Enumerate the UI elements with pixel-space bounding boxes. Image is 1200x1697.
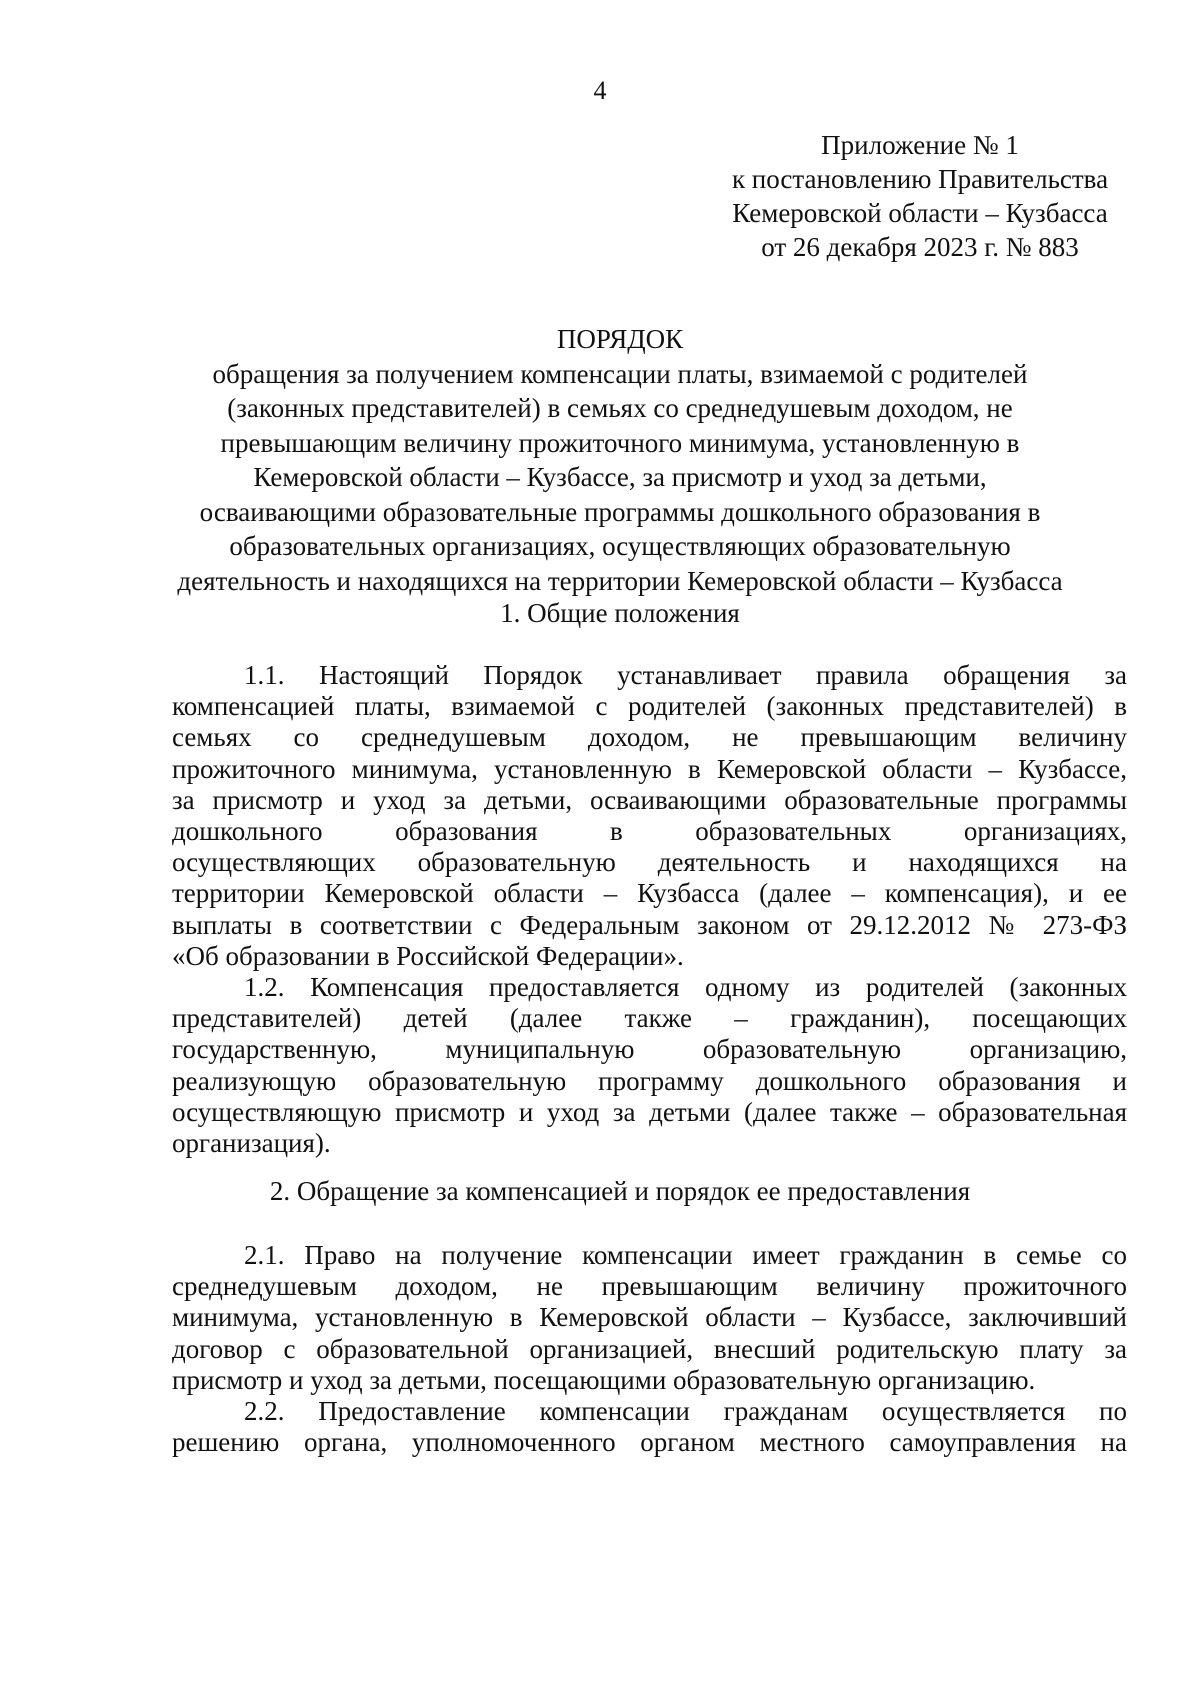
subtitle-line: обращения за получением компенсации платы, взимаемой с родителей bbox=[212, 358, 1028, 389]
paragraph-line: 2.1. Право на получение компенсации имеет гражданин в семье со bbox=[244, 1240, 1127, 1270]
paragraph-line: договор с образовательной организацией, внесший родительскую плату за bbox=[172, 1333, 1127, 1364]
document-title-block bbox=[150, 322, 1090, 598]
paragraph-line: представителей) детей (далее также – гражданин), посещающих bbox=[172, 1003, 1127, 1034]
paragraph-line: «Об образовании в Российской Федерации». bbox=[172, 940, 684, 971]
appendix-block bbox=[700, 128, 1140, 264]
subtitle-line: осваивающими образовательные программы дошкольного образования в bbox=[199, 496, 1041, 527]
paragraph-line: организация). bbox=[172, 1128, 331, 1159]
paragraph-line: реализующую образовательную программу дошкольного образования и bbox=[172, 1065, 1127, 1096]
paragraph-line: территории Кемеровской области – Кузбасса (далее – компенсация), и ее bbox=[172, 878, 1127, 909]
paragraph-line: выплаты в соответствии с Федеральным законом от 29.12.2012 № 273-ФЗ bbox=[172, 909, 1127, 940]
subtitle-line: деятельность и находящихся на территории Кемеровской области – Кузбасса bbox=[177, 565, 1063, 596]
paragraph-line: государственную, муниципальную образовательную организацию, bbox=[172, 1034, 1127, 1065]
subtitle-line: превышающим величину прожиточного минимума, установленную в bbox=[220, 427, 1020, 458]
paragraph-line: среднедушевым доходом, не превышающим величину прожиточного bbox=[172, 1271, 1127, 1302]
appendix-line: к постановлению Правительства bbox=[731, 164, 1109, 194]
paragraph-1-1 bbox=[172, 660, 1127, 972]
paragraph-line: осуществляющих образовательную деятельность и находящихся на bbox=[172, 847, 1127, 878]
paragraph-line: 1.1. Настоящий Порядок устанавливает правила обращения за bbox=[244, 660, 1127, 690]
paragraph-1-2 bbox=[172, 972, 1127, 1159]
paragraph-line: семьях со среднедушевым доходом, не превышающим величину bbox=[172, 722, 1127, 753]
paragraph-line: минимума, установленную в Кемеровской области – Кузбассе, заключивший bbox=[172, 1302, 1127, 1333]
paragraph-line: решению органа, уполномоченного органом местного самоуправления на bbox=[172, 1427, 1127, 1458]
subtitle-line: образовательных организациях, осуществляющих образовательную bbox=[229, 531, 1011, 561]
paragraph-line: прожиточного минимума, установленную в Кемеровской области – Кузбассе, bbox=[172, 753, 1127, 784]
paragraph-line: за присмотр и уход за детьми, осваивающими образовательные программы bbox=[172, 784, 1127, 815]
appendix-line: Кемеровской области – Кузбасса bbox=[732, 198, 1108, 228]
subtitle-line: Кемеровской области – Кузбассе, за присмотр и уход за детьми, bbox=[253, 462, 987, 492]
section-heading-2: 2. Обращение за компенсацией и порядок ее предоставления bbox=[269, 1176, 971, 1206]
appendix-line: Приложение № 1 bbox=[821, 130, 1019, 160]
paragraph-2-1 bbox=[172, 1240, 1127, 1396]
document-subtitle bbox=[150, 357, 1090, 599]
subtitle-line: (законных представителей) в семьях со среднедушевым доходом, не bbox=[227, 393, 1013, 423]
paragraph-line: дошкольного образования в образовательных организациях, bbox=[172, 816, 1127, 847]
paragraph-line: 1.2. Компенсация предоставляется одному из родителей (законных bbox=[244, 972, 1127, 1002]
paragraph-line: осуществляющую присмотр и уход за детьми (далее также – образовательная bbox=[172, 1096, 1127, 1127]
paragraph-line: компенсацией платы, взимаемой с родителей (законных представителей) в bbox=[172, 691, 1127, 722]
paragraph-line: 2.2. Предоставление компенсации гражданам осуществляется по bbox=[244, 1396, 1127, 1426]
paragraph-2-2 bbox=[172, 1396, 1127, 1458]
document-title: ПОРЯДОК bbox=[556, 324, 684, 354]
section-heading-1: 1. Общие положения bbox=[500, 598, 740, 628]
paragraph-line: присмотр и уход за детьми, посещающими образовательную организацию. bbox=[172, 1364, 1036, 1395]
appendix-line: от 26 декабря 2023 г. № 883 bbox=[761, 232, 1079, 262]
page-number: 4 bbox=[593, 76, 607, 105]
